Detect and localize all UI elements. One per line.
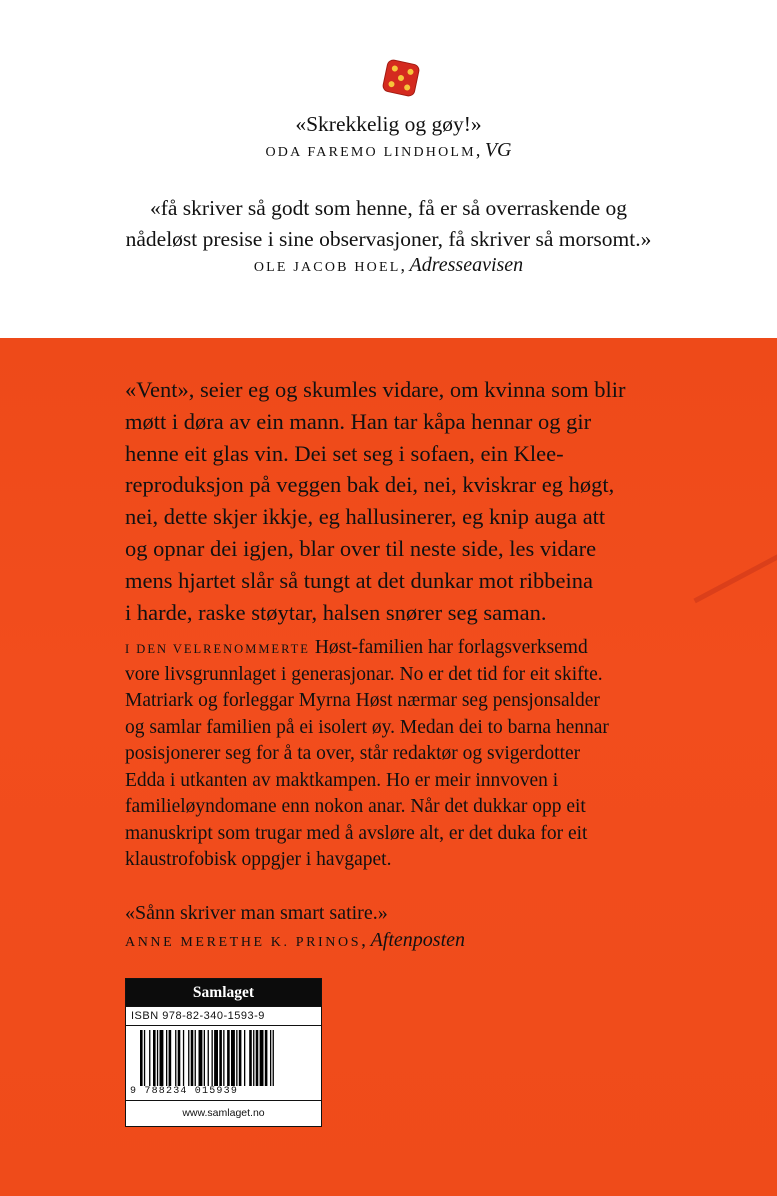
barcode-bar: [191, 1030, 194, 1088]
barcode-bar: [199, 1030, 203, 1088]
quote-2-attribution: OLE JACOB HOEL, Adresseavisen: [253, 254, 524, 276]
quote-1-author: ODA FAREMO LINDHOLM: [265, 145, 476, 160]
quote-2-line-2: nådeløst presise i sine observasjoner, få skriver så morsomt.»: [125, 227, 652, 251]
quote-2-source: Adresseavisen: [409, 254, 524, 276]
excerpt-line: i harde, raske støytar, halsen snører seg saman.: [125, 599, 547, 625]
publisher-logo: Samlaget: [126, 979, 321, 1006]
blurb-line: klaustrofobisk oppgjer i havgapet.: [125, 849, 392, 870]
barcode-bar: [244, 1030, 245, 1088]
barcode-bar: [227, 1030, 230, 1088]
blurb-line: posisjonerer seg for å ta over, står redaktør og svigerdotter: [125, 743, 581, 764]
barcode-bar: [140, 1030, 143, 1088]
barcode-bar: [270, 1030, 271, 1088]
barcode-bar: [178, 1030, 181, 1088]
blurb-line: manuskript som trugar med å avsløre alt, er det duka for eit: [125, 822, 588, 844]
quote-1-source: VG: [484, 139, 512, 161]
barcode-bar: [256, 1030, 259, 1088]
blurb-first-line: Høst-familien har forlagsverksemd: [309, 637, 588, 658]
barcode-bar: [260, 1030, 264, 1088]
quote-3-text: «Sånn skriver man smart satire.»: [125, 902, 388, 924]
barcode-bar: [195, 1030, 196, 1088]
die-icon: [381, 58, 421, 98]
barcode-bar: [273, 1030, 274, 1088]
excerpt-line: «Vent», seier eg og skumles vidare, om kvinna som blir: [125, 377, 626, 402]
quote-3-author: ANNE MERETHE K. PRINOS: [125, 935, 362, 950]
blurb-line: [125, 635, 685, 662]
quote-2-line-1: «få skriver så godt som henne, få er så overraskende og: [149, 196, 627, 220]
barcode-bar: [188, 1030, 189, 1088]
excerpt: [125, 374, 685, 628]
barcode-bar: [265, 1030, 268, 1088]
book-description: [125, 635, 685, 874]
barcode-bar: [208, 1030, 209, 1088]
barcode-bar: [212, 1030, 213, 1088]
barcode-bar: [160, 1030, 164, 1088]
top-quotes-panel: [0, 0, 777, 338]
blurb-line: vore livsgrunnlaget i generasjonar. No er det tid for eit skifte.: [125, 663, 603, 685]
isbn-number: ISBN 978-82-340-1593-9: [126, 1006, 321, 1026]
excerpt-line: reproduksjon på veggen bak dei, nei, kviskrar eg høgt,: [125, 472, 615, 498]
barcode-bar: [231, 1030, 235, 1088]
barcode-bar: [204, 1030, 205, 1088]
excerpt-line: mens hjartet slår så tungt at det dunkar mot ribbeina: [125, 567, 593, 593]
quote-2-author: OLE JACOB HOEL: [253, 260, 401, 275]
barcode-bar: [144, 1030, 145, 1088]
blurb-lead: I DEN VELRENOMMERTE: [125, 642, 310, 656]
barcode-bar: [214, 1030, 218, 1088]
barcode-bar: [219, 1030, 222, 1088]
barcode-bar: [236, 1030, 237, 1088]
excerpt-line: henne eit glas vin. Dei set seg i sofaen, ein Klee-: [125, 440, 564, 466]
blurb-line: Edda i utkanten av maktkampen. Ho er meir innvoven i: [125, 769, 559, 791]
quote-1-attribution: ODA FAREMO LINDHOLM, VG: [265, 139, 512, 161]
isbn-box: [125, 978, 322, 1127]
quote-3-attribution: ANNE MERETHE K. PRINOS, Aftenposten: [125, 929, 466, 951]
quote-1-text: «Skrekkelig og gøy!»: [295, 112, 482, 136]
barcode-bar: [166, 1030, 167, 1088]
blurb-line: Matriark og forleggar Myrna Høst nærmar seg pensjonsalder: [125, 690, 600, 711]
publisher-website: www.samlaget.no: [126, 1100, 321, 1127]
excerpt-line: møtt i døra av ein mann. Han tar kåpa hennar og gir: [125, 408, 592, 434]
barcode-bar: [253, 1030, 254, 1088]
barcode-bar: [149, 1030, 150, 1088]
quote-3-source: Aftenposten: [370, 929, 466, 951]
excerpt-line: nei, dette skjer ikkje, eg hallusinerer, eg knip auga att: [125, 504, 606, 530]
excerpt-line: og opnar dei igjen, blar over til neste side, les vidare: [125, 535, 597, 561]
barcode-area: [126, 1026, 321, 1100]
back-cover-text-panel: [0, 338, 777, 1196]
barcode-bar: [153, 1030, 156, 1088]
barcode-icon: [140, 1030, 312, 1088]
barcode-bar: [169, 1030, 172, 1088]
barcode-bar: [239, 1030, 242, 1088]
decorative-streak: [693, 538, 777, 603]
barcode-bar: [157, 1030, 158, 1088]
barcode-bar: [249, 1030, 252, 1088]
barcode-digits: 9 788234 015939: [130, 1086, 316, 1098]
barcode-bar: [183, 1030, 184, 1088]
barcode-bar: [175, 1030, 176, 1088]
blurb-line: familieløyndomane enn nokon anar. Når det dukkar opp eit: [125, 796, 586, 817]
barcode-bar: [223, 1030, 224, 1088]
blurb-line: og samlar familien på ei isolert øy. Medan dei to barna hennar: [125, 716, 609, 738]
